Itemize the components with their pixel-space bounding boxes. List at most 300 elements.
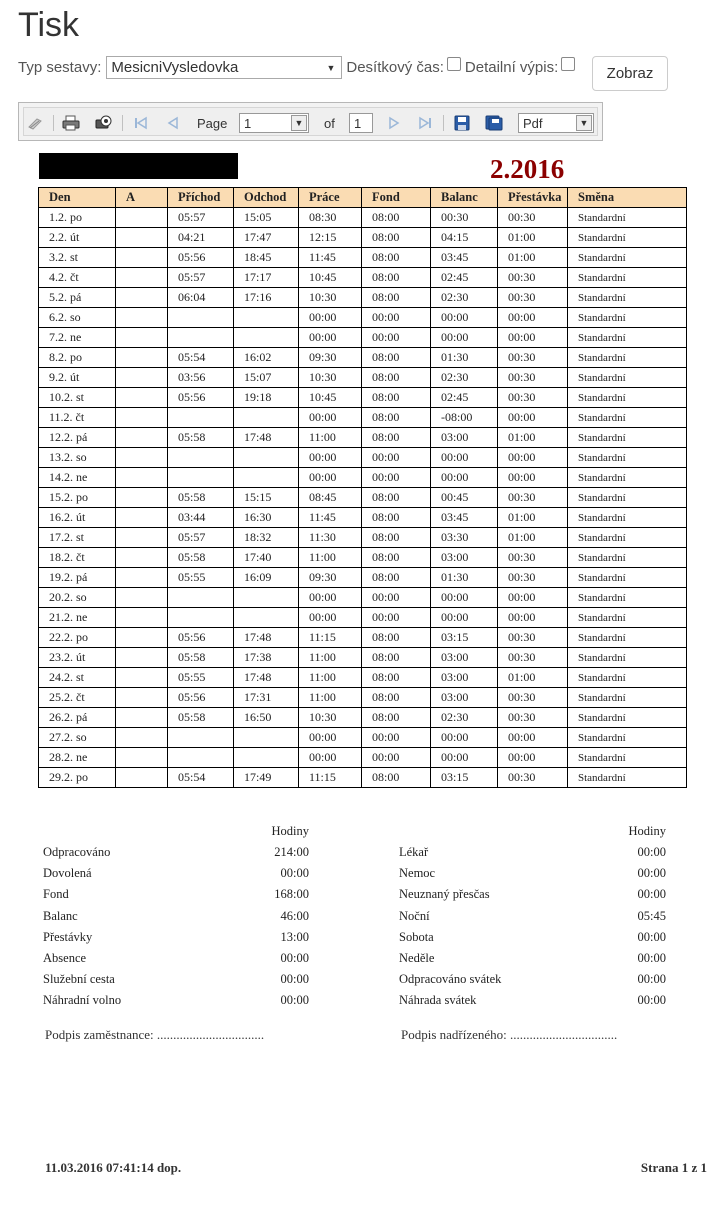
table-cell: 18:32 [234,528,299,548]
table-cell: 17:48 [234,428,299,448]
table-row [39,628,687,648]
table-cell: 19:18 [234,388,299,408]
table-cell: 11:15 [299,768,362,788]
table-cell [116,768,168,788]
table-cell: 17:47 [234,228,299,248]
table-cell [116,468,168,488]
table-cell: 02:30 [431,368,498,388]
table-cell [234,608,299,628]
table-row [39,688,687,708]
table-row [39,468,687,488]
table-cell: 27.2. so [39,728,116,748]
table-row [39,348,687,368]
decimal-time-label: Desítkový čas: [346,59,444,76]
table-cell: 08:00 [362,408,431,428]
table-cell: Standardní [568,248,687,268]
table-cell: 16:02 [234,348,299,368]
table-cell [116,608,168,628]
table-cell: 00:00 [299,328,362,348]
table-cell: 15:05 [234,208,299,228]
table-cell: 08:00 [362,668,431,688]
table-cell: Standardní [568,748,687,768]
table-cell: Standardní [568,688,687,708]
summary-label: Absence [43,951,87,965]
table-cell: 10:45 [299,388,362,408]
table-cell: 17:40 [234,548,299,568]
table-cell: 23.2. út [39,648,116,668]
table-cell: 00:00 [299,308,362,328]
table-cell: 12.2. pá [39,428,116,448]
table-cell: 00:00 [362,588,431,608]
table-cell: 20.2. so [39,588,116,608]
summary-label: Služební cesta [43,972,115,987]
table-cell: 08:00 [362,208,431,228]
table-cell: 01:00 [498,668,568,688]
table-cell: Standardní [568,668,687,688]
table-cell [116,668,168,688]
summary-value: 00:00 [637,845,666,859]
table-cell: 05:55 [168,568,234,588]
table-cell: Standardní [568,468,687,488]
table-row [39,388,687,408]
table-cell: 08:00 [362,508,431,528]
table-cell: 11:00 [299,548,362,568]
table-cell: 00:30 [498,688,568,708]
table-cell: 00:00 [431,468,498,488]
table-cell [116,208,168,228]
table-cell: 08:00 [362,428,431,448]
table-cell: 16:50 [234,708,299,728]
table-cell: 10:30 [299,288,362,308]
summary-label: Přestávky [43,929,93,944]
table-cell: Standardní [568,508,687,528]
table-cell: 00:00 [498,308,568,328]
table-cell: 11:00 [299,688,362,708]
table-cell [116,408,168,428]
last-page-icon[interactable] [416,114,434,132]
table-cell: 17:17 [234,268,299,288]
report-controls [18,56,579,79]
table-cell: 17:38 [234,648,299,668]
table-cell: 17:49 [234,768,299,788]
table-cell: 00:00 [431,308,498,328]
table-cell: 08:00 [362,648,431,668]
table-cell: 00:00 [362,468,431,488]
table-cell [116,708,168,728]
table-cell: Standardní [568,448,687,468]
export-format-select[interactable]: Pdf ▼ [518,113,594,133]
table-row [39,428,687,448]
table-row [39,308,687,328]
table-cell: 17:16 [234,288,299,308]
summary-value: 00:00 [637,929,666,944]
table-cell: 05:58 [168,428,234,448]
table-row [39,228,687,248]
table-cell: 00:00 [431,448,498,468]
summary-value: 168:00 [274,887,309,902]
table-cell: 03:45 [431,508,498,528]
report-viewer-toolbar [18,102,603,141]
table-cell: 09:30 [299,348,362,368]
table-cell: 05:57 [168,268,234,288]
page-info: Strana 1 z 1 [640,1160,707,1175]
table-cell: 01:00 [498,248,568,268]
table-cell: 11:15 [299,628,362,648]
table-cell [168,448,234,468]
table-cell: 01:00 [498,508,568,528]
report-type-label: Typ sestavy: [18,59,102,76]
table-cell [116,648,168,668]
table-cell: 00:00 [498,588,568,608]
table-row [39,548,687,568]
summary-value: 00:00 [280,866,309,881]
table-row [39,268,687,288]
table-cell: 00:00 [498,748,568,768]
table-cell: 08:00 [362,388,431,408]
decimal-time-checkbox[interactable] [447,57,461,71]
table-cell: 00:00 [362,328,431,348]
table-cell: 28.2. ne [39,748,116,768]
summary-label: Noční [399,908,430,923]
summary-label: Neděle [399,951,435,965]
summary-value: 00:00 [637,972,666,987]
table-cell [116,748,168,768]
find-icon[interactable] [27,114,45,132]
table-cell: 00:00 [299,608,362,628]
table-cell: Standardní [568,268,687,288]
table-cell: 00:00 [431,588,498,608]
table-cell: 05:56 [168,248,234,268]
table-cell [116,628,168,648]
first-page-icon[interactable] [132,114,150,132]
table-cell: 02:30 [431,708,498,728]
table-cell: 06:04 [168,288,234,308]
table-cell: 17.2. st [39,528,116,548]
column-header: Směna [568,188,687,208]
table-cell: 08:00 [362,768,431,788]
table-cell: Standardní [568,608,687,628]
print-icon[interactable] [62,114,80,132]
table-cell: 11:45 [299,508,362,528]
table-cell: Standardní [568,528,687,548]
table-cell: 00:30 [498,708,568,728]
table-cell: 00:30 [498,368,568,388]
table-cell: 16:09 [234,568,299,588]
table-cell: 00:00 [362,448,431,468]
table-cell: 00:00 [498,728,568,748]
table-cell: 08:00 [362,568,431,588]
summary-label: Odpracováno [43,845,111,859]
table-row [39,208,687,228]
table-cell [116,548,168,568]
table-cell: 17:48 [234,668,299,688]
table-cell: 04:21 [168,228,234,248]
table-cell [116,248,168,268]
table-row [39,568,687,588]
summary-label: Dovolená [43,866,92,881]
summary-label: Neuznaný přesčas [399,887,490,902]
summary-value: 13:00 [280,929,309,944]
table-row [39,488,687,508]
signature-manager: Podpis nadřízeného: ................................. [401,1027,618,1042]
table-cell: Standardní [568,768,687,788]
table-cell: Standardní [568,368,687,388]
table-cell: 22.2. po [39,628,116,648]
table-cell: Standardní [568,568,687,588]
table-row [39,528,687,548]
table-cell [116,508,168,528]
table-cell [116,728,168,748]
table-cell [234,588,299,608]
table-cell: 08:45 [299,488,362,508]
table-cell: 08:30 [299,208,362,228]
table-row [39,588,687,608]
table-cell: 13.2. so [39,448,116,468]
table-cell: 05:55 [168,668,234,688]
page-title: Tisk [18,6,80,44]
table-cell [168,728,234,748]
table-cell: 03:00 [431,648,498,668]
detail-label: Detailní výpis: [464,59,559,76]
table-cell: Standardní [568,388,687,408]
redacted-name-block [39,153,238,179]
table-cell: 03:00 [431,668,498,688]
table-cell: 00:00 [362,308,431,328]
table-cell: Standardní [568,408,687,428]
table-cell: 00:30 [498,388,568,408]
table-cell: 00:00 [431,608,498,628]
chevron-down-icon: ▼ [326,63,336,73]
table-cell: 03:00 [431,548,498,568]
table-cell [234,468,299,488]
table-cell: 05:58 [168,488,234,508]
table-cell: Standardní [568,728,687,748]
table-cell: 05:54 [168,768,234,788]
table-cell: Standardní [568,348,687,368]
table-cell: 00:00 [498,328,568,348]
table-row [39,608,687,628]
table-cell: 11.2. čt [39,408,116,428]
summary-value: 05:45 [637,908,666,923]
table-cell: 00:00 [299,728,362,748]
table-row [39,248,687,268]
table-cell: 21.2. ne [39,608,116,628]
summary-value: 00:00 [637,951,666,965]
table-row [39,288,687,308]
table-cell [234,308,299,328]
table-cell [116,308,168,328]
table-cell: 08:00 [362,548,431,568]
table-cell: 00:00 [299,748,362,768]
save-all-icon[interactable] [485,114,503,132]
table-cell: Standardní [568,288,687,308]
table-cell: 08:00 [362,248,431,268]
column-header: Přestávka [498,188,568,208]
table-cell: 01:00 [498,228,568,248]
next-page-icon[interactable] [385,114,403,132]
table-cell: 3.2. st [39,248,116,268]
summary-value: 00:00 [280,993,309,1008]
table-cell: 10:30 [299,368,362,388]
printed-timestamp: 11.03.2016 07:41:14 dop. [45,1160,182,1175]
table-cell: 17:48 [234,628,299,648]
table-cell: 08:00 [362,488,431,508]
table-cell: 00:00 [299,588,362,608]
table-cell: Standardní [568,308,687,328]
table-cell: 03:00 [431,428,498,448]
table-cell [234,328,299,348]
table-cell: 1.2. po [39,208,116,228]
summary-value: 46:00 [280,908,309,923]
table-cell: Standardní [568,648,687,668]
table-cell: 08:00 [362,708,431,728]
table-cell: 03:15 [431,768,498,788]
table-cell: 00:00 [299,448,362,468]
table-header-row [39,188,687,208]
table-row [39,448,687,468]
table-cell: 10.2. st [39,388,116,408]
column-header: Fond [362,188,431,208]
table-cell: 08:00 [362,628,431,648]
table-cell: 11:00 [299,668,362,688]
table-row [39,648,687,668]
table-cell: 00:00 [498,468,568,488]
previous-page-icon[interactable] [164,114,182,132]
table-cell [116,528,168,548]
table-cell: Standardní [568,328,687,348]
table-cell [116,228,168,248]
detail-checkbox[interactable] [561,57,575,71]
save-icon[interactable] [453,114,471,132]
table-cell: 19.2. pá [39,568,116,588]
table-cell: 03:45 [431,248,498,268]
table-cell: 08:00 [362,368,431,388]
summary-value: 214:00 [274,845,309,859]
total-pages-field: 1 [349,113,373,133]
table-cell: 29.2. po [39,768,116,788]
table-cell: 00:00 [498,448,568,468]
table-cell: 03:15 [431,628,498,648]
column-header: Odchod [234,188,299,208]
column-header: Práce [299,188,362,208]
report-period: 2.2016 [490,154,565,184]
table-cell: 00:00 [299,468,362,488]
table-cell: 00:30 [498,628,568,648]
attendance-table [38,187,687,788]
table-cell [168,468,234,488]
table-cell: -08:00 [431,408,498,428]
table-cell: Standardní [568,548,687,568]
table-cell: 8.2. po [39,348,116,368]
table-cell [116,588,168,608]
table-cell: 00:30 [498,568,568,588]
table-cell: 08:00 [362,688,431,708]
table-row [39,708,687,728]
table-cell: 09:30 [299,568,362,588]
table-cell: 00:00 [498,608,568,628]
table-cell: 7.2. ne [39,328,116,348]
print-layout-icon[interactable] [94,114,112,132]
table-cell: 00:00 [362,748,431,768]
table-cell: 08:00 [362,348,431,368]
table-row [39,408,687,428]
table-cell [116,428,168,448]
table-cell: 00:30 [498,648,568,668]
table-cell: 10:30 [299,708,362,728]
summary-header-right: Hodiny [628,824,666,838]
table-cell: 00:00 [299,408,362,428]
column-header: A [116,188,168,208]
table-cell: 9.2. út [39,368,116,388]
table-cell [234,728,299,748]
table-cell: 02:45 [431,388,498,408]
summary-value: 00:00 [637,887,666,902]
report-type-select[interactable]: MesicniVysledovka ▼ [106,56,342,79]
table-cell: 5.2. pá [39,288,116,308]
table-cell: 05:57 [168,208,234,228]
table-cell: 10:45 [299,268,362,288]
table-cell: 00:30 [498,268,568,288]
table-cell: 05:56 [168,628,234,648]
table-cell [168,328,234,348]
table-cell [168,608,234,628]
table-cell [234,448,299,468]
table-cell [116,688,168,708]
table-cell: 03:30 [431,528,498,548]
page-number-input[interactable]: 1 ▼ [239,113,309,133]
column-header: Den [39,188,116,208]
table-cell: 00:30 [498,768,568,788]
table-cell [116,328,168,348]
table-cell [116,388,168,408]
summary-label: Lékař [399,845,429,859]
table-cell: 2.2. út [39,228,116,248]
summary-value: 00:00 [637,866,666,881]
show-button[interactable]: Zobraz [592,56,668,91]
table-cell [168,408,234,428]
table-cell [168,588,234,608]
table-cell: 00:00 [431,328,498,348]
table-cell: 08:00 [362,528,431,548]
table-cell: 00:30 [498,208,568,228]
of-label: of [324,115,335,131]
table-cell: 08:00 [362,288,431,308]
table-cell [116,568,168,588]
table-cell: 6.2. so [39,308,116,328]
table-cell: 14.2. ne [39,468,116,488]
table-cell: 4.2. čt [39,268,116,288]
table-cell: 00:00 [362,728,431,748]
summary-label: Fond [43,887,69,902]
table-cell: 05:58 [168,708,234,728]
table-cell: 11:30 [299,528,362,548]
table-cell: 05:58 [168,648,234,668]
table-row [39,508,687,528]
table-cell: 18:45 [234,248,299,268]
summary-label: Odpracováno svátek [399,972,502,987]
table-cell [234,748,299,768]
table-cell: 08:00 [362,228,431,248]
chevron-down-icon: ▼ [576,115,592,131]
summary-value: 00:00 [637,993,666,1008]
table-cell [116,348,168,368]
table-cell: Standardní [568,588,687,608]
column-header: Balanc [431,188,498,208]
table-cell: 05:57 [168,528,234,548]
table-cell [168,308,234,328]
table-cell: 11:00 [299,648,362,668]
table-cell [116,448,168,468]
